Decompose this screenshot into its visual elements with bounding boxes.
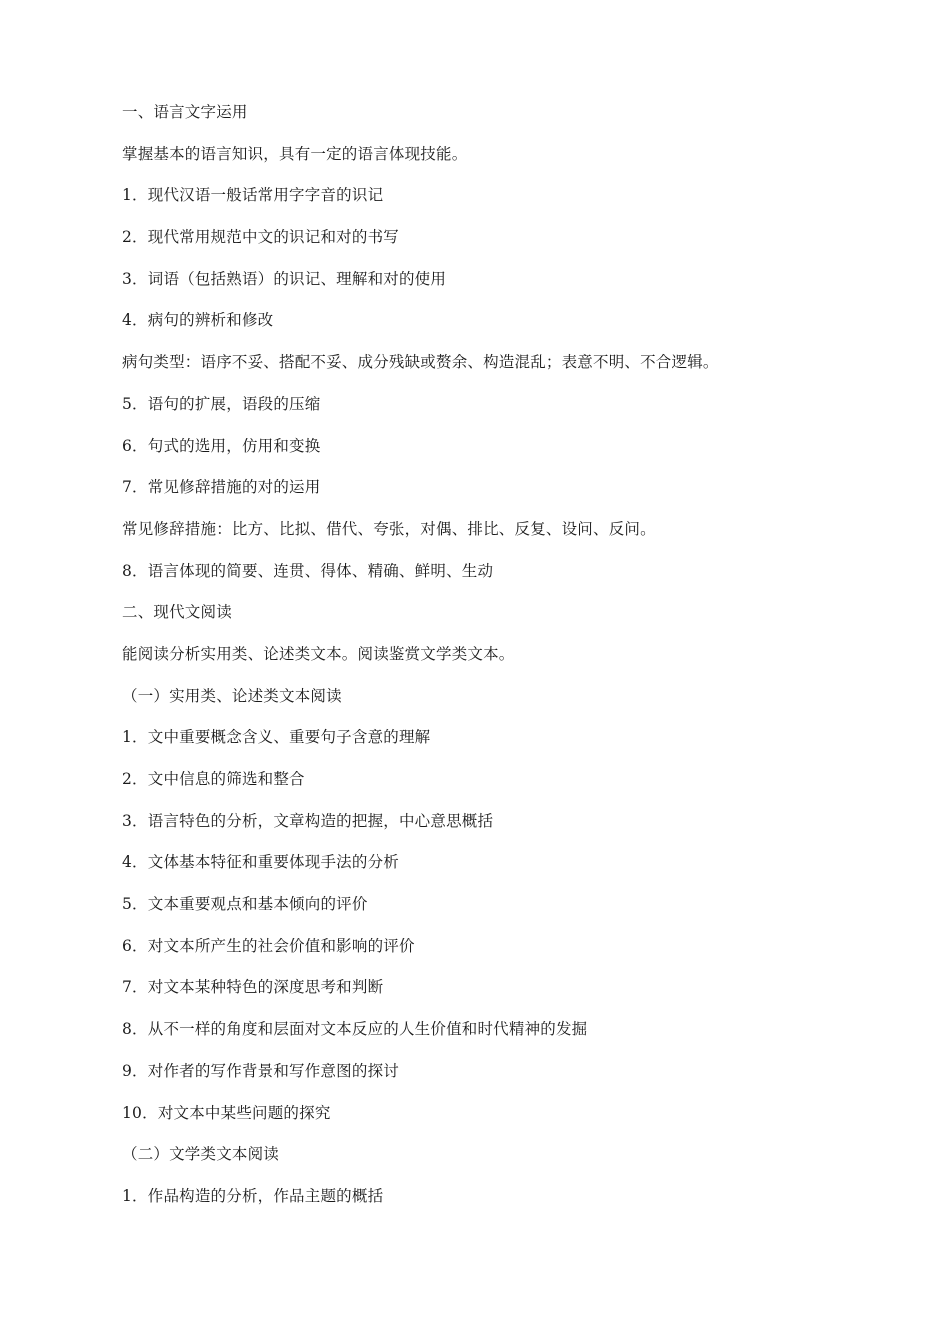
list-item: 7．对文本某种特色的深度思考和判断 xyxy=(122,978,384,997)
list-item: 1．现代汉语一般话常用字字音的识记 xyxy=(122,186,384,205)
paragraph-text: 常见修辞措施：比方、比拟、借代、夸张，对偶、排比、反复、设问、反问。 xyxy=(122,519,656,538)
list-item: 4．文体基本特征和重要体现手法的分析 xyxy=(122,853,399,872)
list-item: 10．对文本中某些问题的探究 xyxy=(122,1103,331,1122)
list-item: 5．文本重要观点和基本倾向的评价 xyxy=(122,895,368,914)
list-item: 8．语言体现的简要、连贯、得体、精确、鲜明、生动 xyxy=(122,561,494,580)
list-item: 6．对文本所产生的社会价值和影响的评价 xyxy=(122,936,415,955)
subsection-heading: （二）文学类文本阅读 xyxy=(122,1145,280,1164)
paragraph-text: 掌握基本的语言知识，具有一定的语言体现技能。 xyxy=(122,144,468,163)
section-heading-modern-reading: 二、现代文阅读 xyxy=(122,603,232,622)
paragraph-text: 能阅读分析实用类、论述类文本。阅读鉴赏文学类文本。 xyxy=(122,644,515,663)
list-item: 1．作品构造的分析，作品主题的概括 xyxy=(122,1186,384,1205)
section-heading-language-use: 一、语言文字运用 xyxy=(122,103,248,121)
paragraph-text: 病句类型：语序不妥、搭配不妥、成分残缺或赘余、构造混乱；表意不明、不合逻辑。 xyxy=(122,353,719,372)
list-item: 8．从不一样的角度和层面对文本反应的人生价值和时代精神的发掘 xyxy=(122,1020,588,1039)
subsection-heading: （一）实用类、论述类文本阅读 xyxy=(122,686,342,705)
list-item: 6．句式的选用，仿用和变换 xyxy=(122,436,321,455)
list-item: 7．常见修辞措施的对的运用 xyxy=(122,478,321,497)
list-item: 5．语句的扩展，语段的压缩 xyxy=(122,394,321,413)
document-body xyxy=(122,98,822,1224)
list-item: 4．病句的辨析和修改 xyxy=(122,311,274,330)
list-item: 9．对作者的写作背景和写作意图的探讨 xyxy=(122,1061,399,1080)
list-item: 2．文中信息的筛选和整合 xyxy=(122,770,305,788)
list-item: 3．语言特色的分析，文章构造的把握，中心意思概括 xyxy=(122,811,494,830)
list-item: 3．词语（包括熟语）的识记、理解和对的使用 xyxy=(122,269,447,288)
list-item: 2．现代常用规范中文的识记和对的书写 xyxy=(122,228,399,247)
list-item: 1．文中重要概念含义、重要句子含意的理解 xyxy=(122,728,431,747)
